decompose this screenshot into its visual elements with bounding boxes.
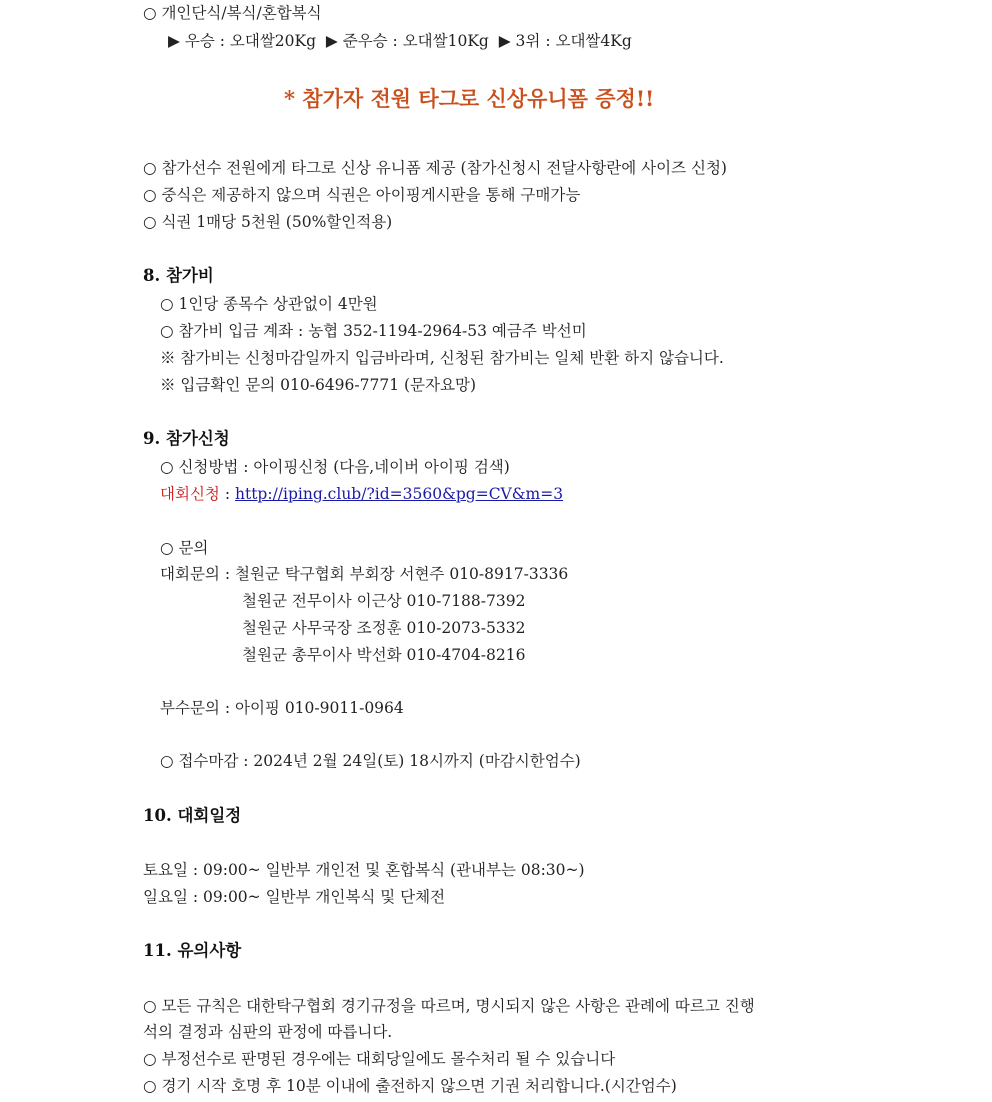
schedule-saturday: 토요일 : 09:00~ 일반부 개인전 및 혼합복식 (관내부는 08:30~): [143, 861, 585, 879]
registration-link[interactable]: http://iping.club/?id=3560&pg=CV&m=3: [234, 485, 564, 503]
promo-heading: * 참가자 전원 타그로 신상유니폼 증정!!: [284, 86, 655, 111]
fee-inquiry: ※ 입금확인 문의 010-6496-7771 (문자요망): [160, 376, 476, 394]
fee-amount: ○ 1인당 종목수 상관없이 4만원: [160, 295, 378, 313]
fee-account: ○ 참가비 입금 계좌 : 농협 352-1194-2964-53 예금주 박선미: [160, 322, 587, 340]
schedule-sunday: 일요일 : 09:00~ 일반부 개인복식 및 단체전: [143, 888, 446, 906]
registration-separator: :: [219, 485, 235, 503]
forfeit-note: ○ 경기 시작 호명 후 10분 이내에 출전하지 않으면 기권 처리합니다.(시간엄수): [143, 1077, 677, 1095]
contact-line: 대회문의 : 철원군 탁구협회 부회장 서현주 010-8917-3336: [160, 565, 569, 583]
rules-note: ○ 모든 규칙은 대한탁구협회 경기규정을 따르며, 명시되지 않은 사항은 관례에 따르고 진행: [143, 997, 755, 1015]
lunch-note: ○ 중식은 제공하지 않으며 식권은 아이핑게시판을 통해 구매가능: [143, 186, 581, 204]
inquiry-heading: ○ 문의: [160, 539, 209, 557]
section-8-title: 8. 참가비: [143, 266, 214, 285]
event-categories: ○ 개인단식/복식/혼합복식: [143, 4, 322, 22]
registration-label: 대회신청: [160, 485, 220, 503]
contact-line: 철원군 총무이사 박선화 010-4704-8216: [242, 646, 526, 664]
fee-refund-note: ※ 참가비는 신청마감일까지 입금바라며, 신청된 참가비는 일체 반환 하지 않습니다.: [160, 349, 724, 367]
registration-method: ○ 신청방법 : 아이핑신청 (다음,네이버 아이핑 검색): [160, 458, 510, 476]
section-9-title: 9. 참가신청: [143, 429, 230, 448]
section-11-title: 11. 유의사항: [143, 941, 242, 960]
registration-deadline: ○ 접수마감 : 2024년 2월 24일(토) 18시까지 (마감시한엄수): [160, 752, 581, 770]
contact-line: 철원군 전무이사 이근상 010-7188-7392: [242, 592, 526, 610]
meal-ticket-note: ○ 식권 1매당 5천원 (50%할인적용): [143, 213, 393, 231]
contact-line: 철원군 사무국장 조정훈 010-2073-5332: [242, 619, 526, 637]
registration-line: [160, 484, 563, 504]
prize-line: ▶ 우승 : 오대쌀20Kg ▶ 준우승 : 오대쌀10Kg ▶ 3위 : 오대쌀4Kg: [168, 32, 632, 50]
rating-inquiry: 부수문의 : 아이핑 010-9011-0964: [160, 699, 404, 717]
section-10-title: 10. 대회일정: [143, 806, 242, 825]
ineligible-player-note: ○ 부정선수로 판명된 경우에는 대회당일에도 몰수처리 될 수 있습니다: [143, 1050, 616, 1068]
rules-note-continued: 석의 결정과 심판의 판정에 따릅니다.: [143, 1023, 393, 1041]
uniform-note: ○ 참가선수 전원에게 타그로 신상 유니폼 제공 (참가신청시 전달사항란에 사이즈 신청): [143, 159, 727, 177]
